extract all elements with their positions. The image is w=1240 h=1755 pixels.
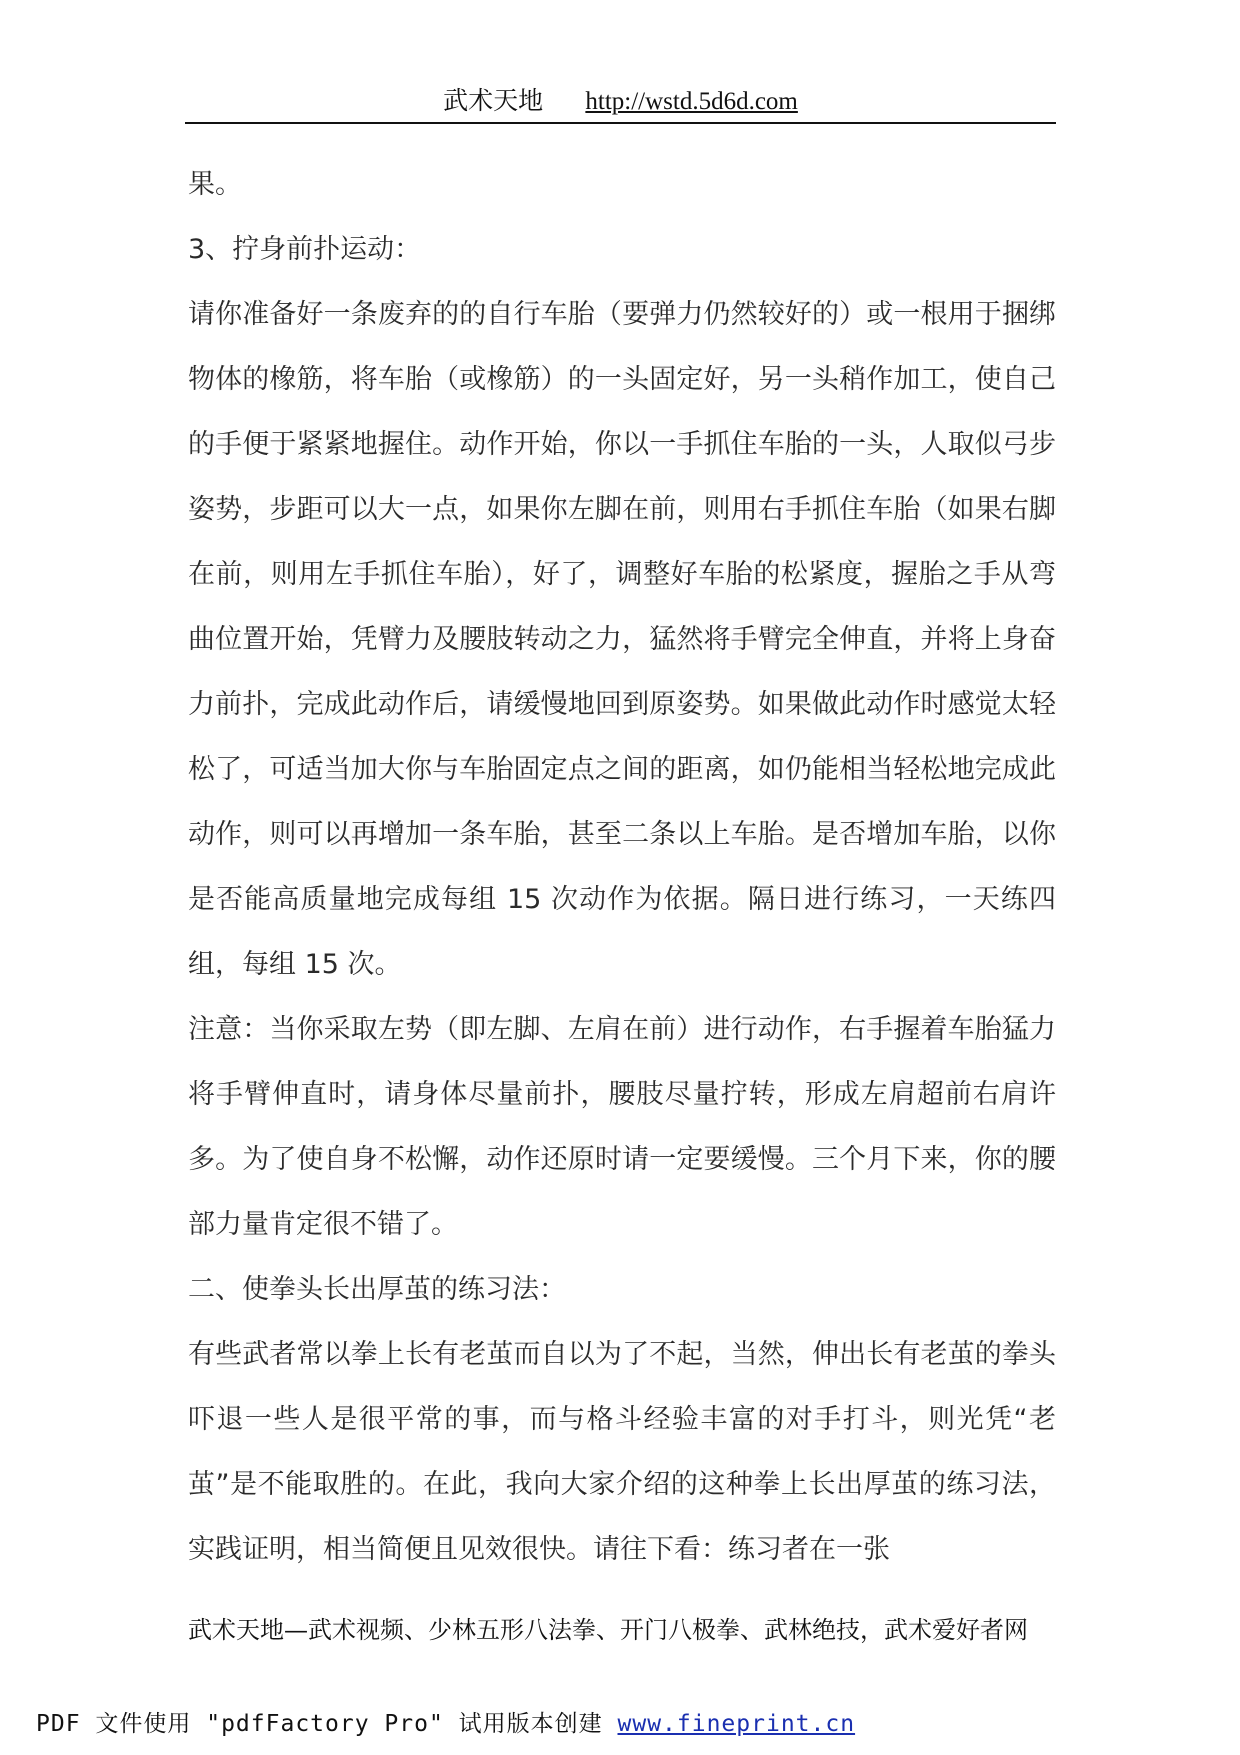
header-url-link[interactable]: http://wstd.5d6d.com	[585, 88, 798, 115]
pdf-banner-text: PDF 文件使用 "pdfFactory Pro" 试用版本创建	[36, 1711, 618, 1737]
paragraph: 请你准备好一条废弃的的自行车胎（要弹力仍然较好的）或一根用于捆绑物体的橡筋，将车胎（或橡筋）的一头固定好，另一头稍作加工，使自己的手便于紧紧地握住。动作开始，你以一手抓住车胎的一头，人取似弓步姿势，步距可以大一点，如果你左脚在前，则用右手抓住车胎（如果右脚在前，则用左手抓住车胎），好了，调整好车胎的松紧度，握胎之手从弯曲位置开始，凭臂力及腰肢转动之力，猛然将手臂完全伸直，并将上身奋力前扑，完成此动作后，请缓慢地回到原姿势。如果做此动作时感觉太轻松了，可适当加大你与车胎固定点之间的距离，如仍能相当轻松地完成此动作，则可以再增加一条车胎，甚至二条以上车胎。是否增加车胎，以你是否能高质量地完成每组 15 次动作为依据。隔日进行练习，一天练四组，每组 15 次。	[188, 299, 1056, 980]
paragraph: 果。	[188, 169, 242, 200]
pdf-creator-banner	[36, 1705, 855, 1738]
paragraph: 有些武者常以拳上长有老茧而自以为了不起，当然，伸出长有老茧的拳头吓退一些人是很平常的事，而与格斗经验丰富的对手打斗，则光凭“老茧”是不能取胜的。在此，我向大家介绍的这种拳上长出厚茧的练习法，实践证明，相当简便且见效很快。请往下看：练习者在一张	[188, 1339, 1056, 1565]
paragraph: 注意：当你采取左势（即左脚、左肩在前）进行动作，右手握着车胎猛力将手臂伸直时，请身体尽量前扑，腰肢尽量拧转，形成左肩超前右肩许多。为了使自身不松懈，动作还原时请一定要缓慢。三个月下来，你的腰部力量肯定很不错了。	[188, 1014, 1056, 1240]
document-body	[188, 152, 1056, 1582]
page-footer-note: 武术天地—武术视频、少林五形八法拳、开门八极拳、武林绝技，武术爱好者网	[188, 1616, 1028, 1644]
page-header	[185, 86, 1056, 124]
fineprint-link[interactable]: www.fineprint.cn	[617, 1711, 856, 1737]
section-heading: 3、拧身前扑运动：	[188, 234, 422, 265]
header-site-name: 武术天地	[443, 86, 544, 115]
section-heading: 二、使拳头长出厚茧的练习法：	[188, 1274, 566, 1305]
